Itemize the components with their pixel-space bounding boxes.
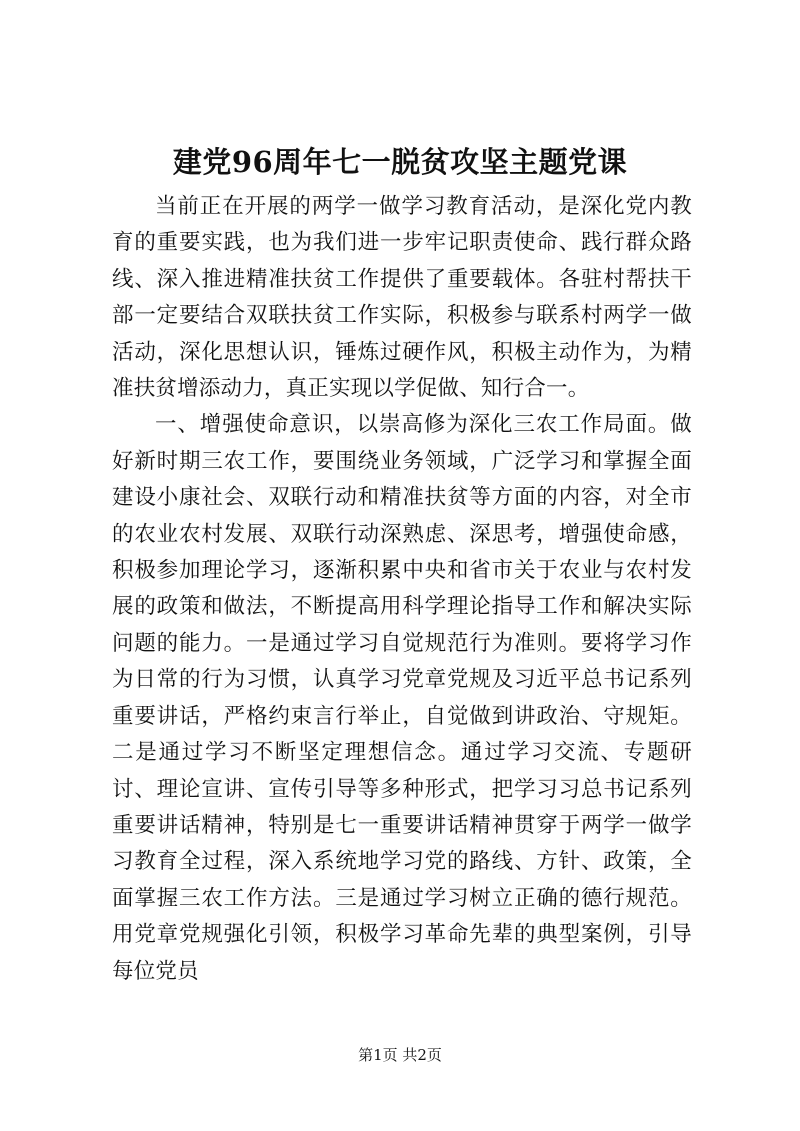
paragraph-intro: 当前正在开展的两学一做学习教育活动，是深化党内教育的重要实践，也为我们进一步牢记职责使命、践行群众路线、深入推进精准扶贫工作提供了重要载体。各驻村帮扶干部一定要结合双联扶贫工作实际，积极参与联系村两学一做活动，深化思想认识，锤炼过硬作风，积极主动作为，为精准扶贫增添动力，真正实现以学促做、知行合一。 bbox=[112, 194, 692, 402]
document-title: 建党96周年七一脱贫攻坚主题党课 bbox=[172, 145, 628, 179]
document-body bbox=[112, 189, 692, 990]
paragraph-section-one: 一、增强使命意识，以崇高修为深化三农工作局面。做好新时期三农工作，要围绕业务领域，广泛学习和掌握全面建设小康社会、双联行动和精准扶贫等方面的内容，对全市的农业农村发展、双联行动深熟虑、深思考，增强使命感，积极参加理论学习，逐渐积累中央和省市关于农业与农村发展的政策和做法，不断提高用科学理论指导工作和解决实际问题的能力。一是通过学习自觉规范行为准则。要将学习作为日常的行为习惯，认真学习党章党规及习近平总书记系列重要讲话，严格约束言行举止，自觉做到讲政治、守规矩。二是通过学习不断坚定理想信念。通过学习交流、专题研讨、理论宣讲、宣传引导等多种形式，把学习习总书记系列重要讲话精神，特别是七一重要讲话精神贯穿于两学一做学习教育全过程，深入系统地学习党的路线、方针、政策，全面掌握三农工作方法。三是通过学习树立正确的德行规范。用党章党规强化引领，积极学习革命先辈的典型案例，引导每位党员 bbox=[112, 412, 692, 984]
page-footer: 第1页 共2页 bbox=[358, 1046, 442, 1064]
